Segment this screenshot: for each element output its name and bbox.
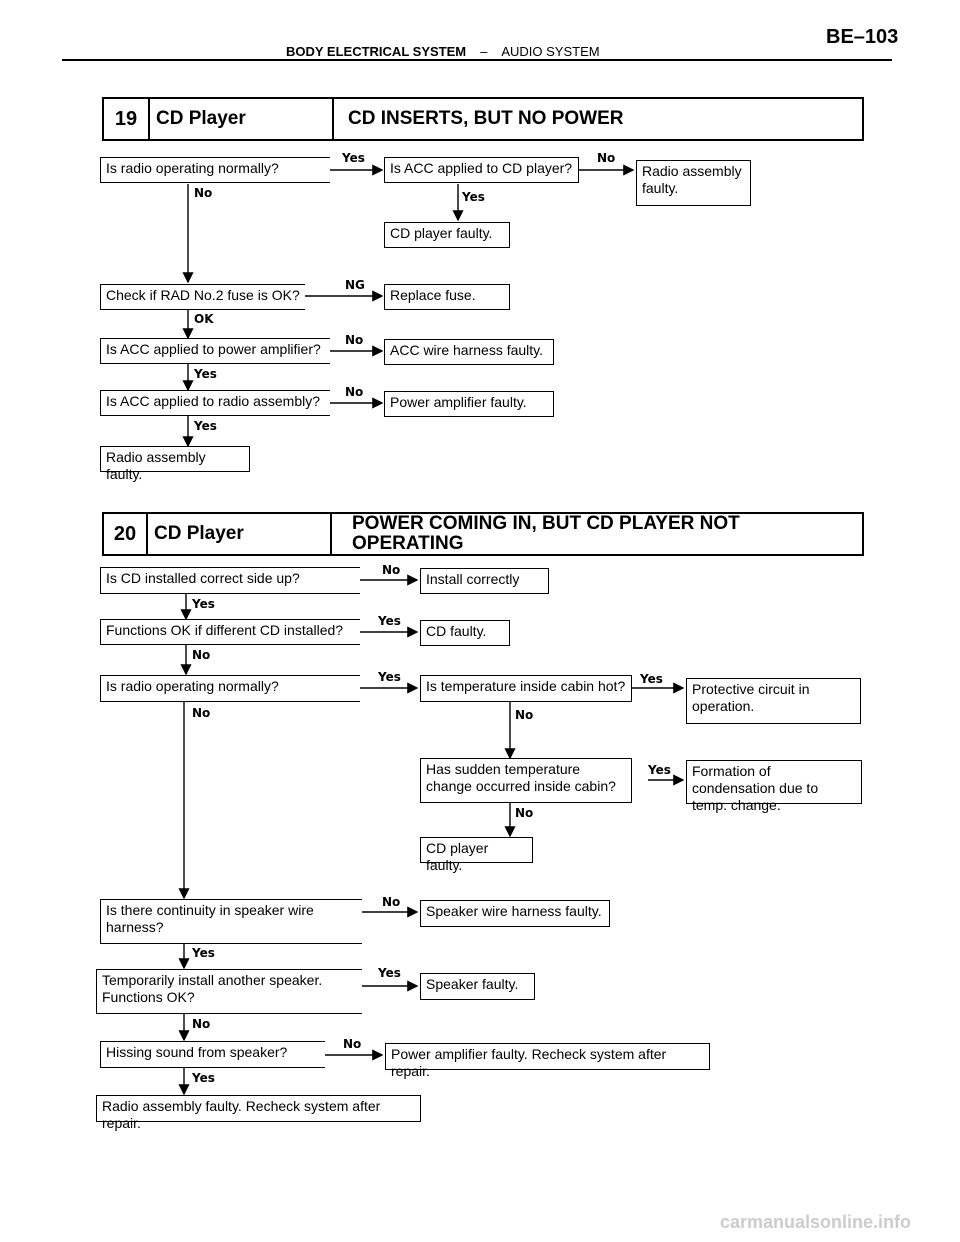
flow19-result-acc-wire: ACC wire harness faulty.: [384, 339, 554, 365]
flow20-label-no-2: No: [192, 648, 211, 662]
flow19-title-bar: [102, 97, 864, 141]
flow19-result-replace-fuse: Replace fuse.: [384, 284, 510, 310]
flow19-step-fuse-check: Check if RAD No.2 fuse is OK?: [100, 284, 305, 310]
flow20-label-yes-5: Yes: [648, 763, 671, 777]
flow20-category: CD Player: [146, 514, 332, 554]
header-subsection: AUDIO SYSTEM: [501, 44, 600, 59]
flow19-label-no-2: No: [194, 186, 213, 200]
flow19-category: CD Player: [148, 99, 334, 139]
flow20-result-player-faulty: CD player faulty.: [420, 837, 533, 863]
flow20-step-continuity: Is there continuity in speaker wire harness?: [100, 899, 362, 944]
flow20-label-yes-4: Yes: [640, 672, 663, 686]
flow20-problem-line2: OPERATING: [352, 533, 464, 554]
flow19-label-ok: OK: [194, 312, 214, 326]
flow20-label-no-5: No: [515, 806, 534, 820]
flow19-step-acc-cd: Is ACC applied to CD player?: [384, 157, 579, 183]
flow20-label-no-7: No: [192, 1017, 211, 1031]
flow19-result-radio-faulty: Radio assembly faulty.: [636, 160, 751, 206]
flow20-result-condensation: Formation of condensation due to temp. change.: [686, 760, 862, 804]
flow20-label-yes-2: Yes: [378, 614, 401, 628]
flow20-step-cd-side: Is CD installed correct side up?: [100, 567, 360, 594]
flow19-label-yes-4: Yes: [194, 419, 217, 433]
flow20-result-speaker-faulty: Speaker faulty.: [420, 973, 535, 1000]
flow19-label-no-1: No: [597, 151, 616, 165]
header-separator: –: [480, 44, 488, 59]
flow20-step-temp-change: Has sudden temperature change occurred inside cabin?: [420, 758, 632, 803]
flow20-number: 20: [104, 514, 148, 554]
flow20-result-protective: Protective circuit in operation.: [686, 678, 861, 724]
header-section: BODY ELECTRICAL SYSTEM: [286, 44, 467, 59]
flow20-label-no-6: No: [382, 895, 401, 909]
flow20-label-yes-3: Yes: [378, 670, 401, 684]
footer-watermark: carmanualsonline.info: [720, 1212, 912, 1232]
flow20-title-bar: [102, 512, 864, 556]
flow19-label-no-4: No: [345, 385, 364, 399]
flow19-result-amp-faulty: Power amplifier faulty.: [384, 391, 554, 417]
flow19-label-yes-2: Yes: [462, 190, 485, 204]
flow20-result-amp-recheck: Power amplifier faulty. Recheck system after repair.: [385, 1043, 710, 1070]
flow19-step-radio-ok: Is radio operating normally?: [100, 157, 330, 183]
flow19-number: 19: [104, 99, 150, 139]
flow20-result-install: Install correctly: [420, 568, 549, 594]
flow20-step-temp-hot: Is temperature inside cabin hot?: [420, 675, 632, 702]
flow20-result-radio-recheck: Radio assembly faulty. Recheck system after repair.: [96, 1095, 421, 1122]
flow20-label-no-3: No: [192, 706, 211, 720]
flow20-problem: [332, 514, 862, 554]
flow20-label-yes-6: Yes: [192, 946, 215, 960]
flow19-step-acc-amp: Is ACC applied to power amplifier?: [100, 338, 330, 364]
flow19-label-ng: NG: [345, 278, 365, 292]
flow19-result-radio-faulty-final: Radio assembly faulty.: [100, 446, 250, 472]
flow20-label-yes-1: Yes: [192, 597, 215, 611]
flow19-problem: CD INSERTS, BUT NO POWER: [348, 108, 624, 129]
flow20-step-hissing: Hissing sound from speaker?: [100, 1041, 325, 1068]
flow20-label-no-8: No: [343, 1037, 362, 1051]
flow20-problem-line1: POWER COMING IN, BUT CD PLAYER NOT: [352, 513, 740, 534]
flow19-label-yes-1: Yes: [342, 151, 365, 165]
flow19-label-yes-3: Yes: [194, 367, 217, 381]
page-number: BE–103: [826, 26, 899, 48]
flow20-label-no-1: No: [382, 563, 401, 577]
flow20-step-diff-cd: Functions OK if different CD installed?: [100, 619, 360, 645]
flow20-result-speaker-wire: Speaker wire harness faulty.: [420, 900, 610, 927]
flow20-step-temp-speaker: Temporarily install another speaker. Functions OK?: [96, 969, 362, 1014]
flow19-step-acc-radio: Is ACC applied to radio assembly?: [100, 390, 330, 416]
flow19-label-no-3: No: [345, 333, 364, 347]
flow20-step-radio-ok: Is radio operating normally?: [100, 675, 360, 702]
flow20-result-cd-faulty: CD faulty.: [420, 620, 510, 646]
flow19-result-cd-faulty: CD player faulty.: [384, 222, 510, 248]
flow20-label-no-4: No: [515, 708, 534, 722]
flow20-label-yes-8: Yes: [192, 1071, 215, 1085]
flow20-label-yes-7: Yes: [378, 966, 401, 980]
